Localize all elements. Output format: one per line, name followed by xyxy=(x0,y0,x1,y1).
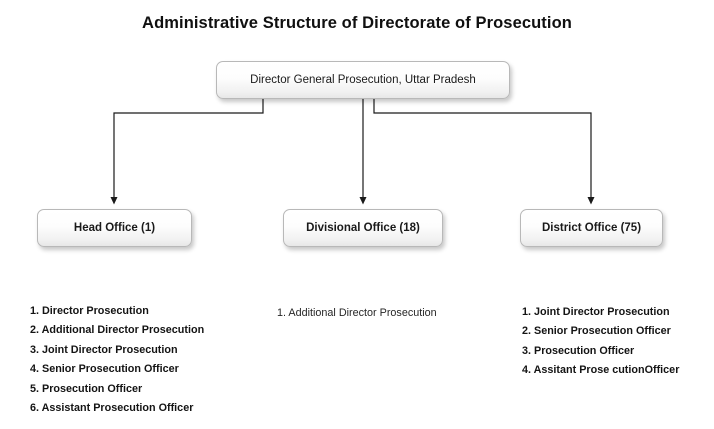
node-district-office[interactable] xyxy=(520,209,663,247)
list-item: 2. Senior Prosecution Officer xyxy=(522,325,671,338)
list-item: 5. Prosecution Officer xyxy=(30,382,143,395)
list-item: 3. Joint Director Prosecution xyxy=(30,343,178,356)
node-director-general[interactable] xyxy=(216,61,510,99)
node-head-office[interactable] xyxy=(37,209,192,247)
node-head-office-label: Head Office (1) xyxy=(73,222,156,234)
node-district-office-label: District Office (75) xyxy=(541,222,642,234)
list-item: 1. Joint Director Prosecution xyxy=(522,306,670,318)
node-divisional-office-label: Divisional Office (18) xyxy=(306,222,420,234)
district-office-role-list xyxy=(522,303,679,381)
list-item: 4. Senior Prosecution Officer xyxy=(30,363,179,376)
list-item: 2. Additional Director Prosecution xyxy=(30,324,205,337)
node-divisional-office[interactable] xyxy=(283,209,443,247)
list-item: 1. Director Prosecution xyxy=(30,305,149,317)
divisional-office-role-list xyxy=(277,304,437,323)
page-title: Administrative Structure of Directorate of Prosecution xyxy=(142,14,572,32)
list-item: 6. Assistant Prosecution Officer xyxy=(30,402,194,415)
list-item: 1. Additional Director Prosecution xyxy=(277,307,437,319)
list-item: 3. Prosecution Officer xyxy=(522,344,635,357)
node-director-general-label: Director General Prosecution, Uttar Pradesh xyxy=(250,74,476,86)
list-item: 4. Assitant Prose cutionOfficer xyxy=(522,364,680,377)
head-office-role-list xyxy=(30,302,204,418)
